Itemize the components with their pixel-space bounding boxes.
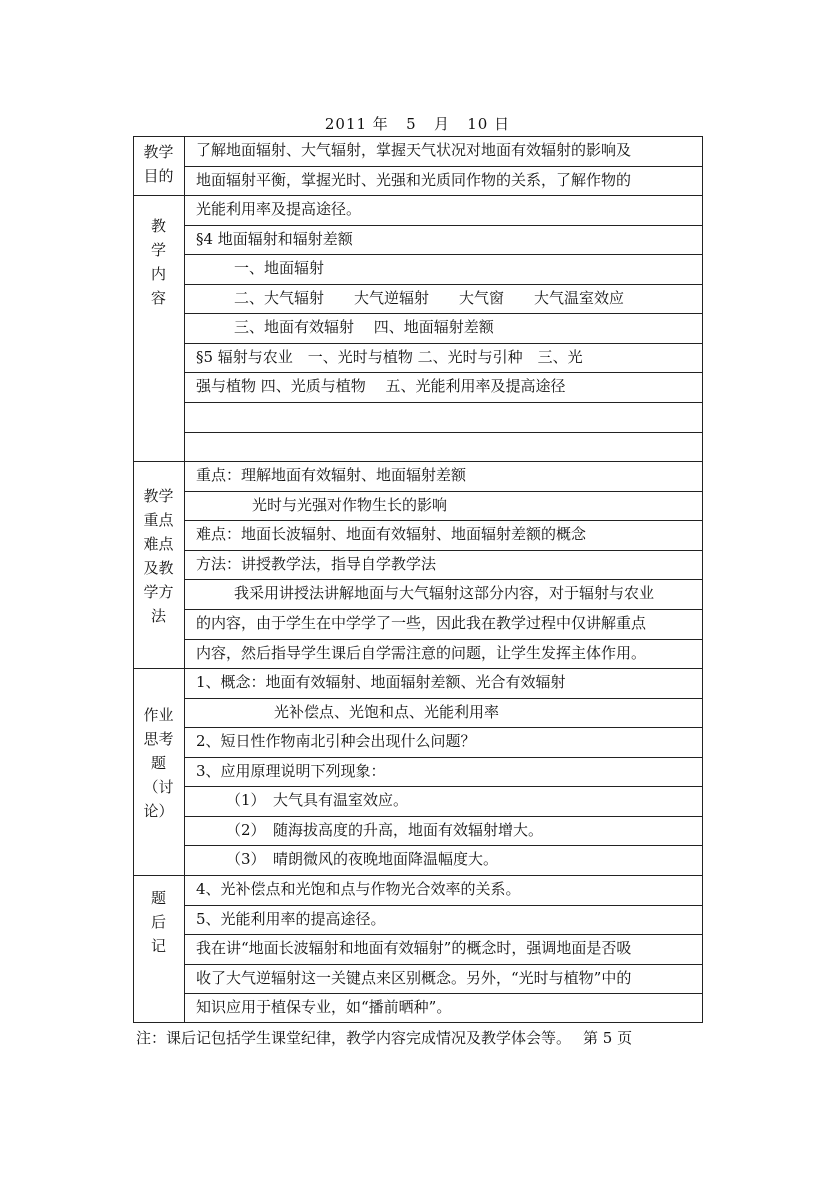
content-row [186,432,700,461]
section-label-line: 容 [150,289,166,307]
section-label [133,484,184,628]
section-label [133,214,184,310]
section-label-line: 内 [150,265,166,283]
content-row: 我采用讲授法讲解地面与大气辐射这部分内容，对于辐射与农业 [234,584,655,602]
content-row: 4、光补偿点和光饱和点与作物光合效率的关系。 [196,880,521,898]
footer-note [136,1027,632,1048]
section-label-line: 法 [150,607,166,625]
content-row: 光补偿点、光饱和点、光能利用率 [274,703,500,721]
section-label-line: 后 [150,913,166,931]
section-label-line: 教学 [143,487,174,505]
section-label-line: 教学 [143,143,174,161]
row-divider [184,225,703,226]
row-divider [184,845,703,846]
content-row: 三、地面有效辐射 四、地面辐射差额 [234,318,494,336]
content-row: 光时与光强对作物生长的影响 [252,496,448,514]
section-label-line: 作业 [143,706,174,724]
footer-note-text: 注：课后记包括学生课堂纪律，教学内容完成情况及教学体会等。 [136,1029,572,1047]
row-divider [184,313,703,314]
row-divider [184,993,703,994]
content-row: 知识应用于植保专业，如“播前晒种”。 [196,998,452,1016]
row-divider [184,343,703,344]
section-label-line: 题 [150,754,166,772]
row-divider [184,550,703,551]
content-row: 3、应用原理说明下列现象： [196,762,386,780]
content-row: 了解地面辐射、大气辐射，掌握天气状况对地面有效辐射的影响及 [196,141,632,159]
content-row: 1、概念：地面有效辐射、地面辐射差额、光合有效辐射 [196,673,566,691]
content-row: 2、短日性作物南北引种会出现什么问题？ [196,732,476,750]
content-row: 地面辐射平衡，掌握光时、光强和光质同作物的关系，了解作物的 [196,171,632,189]
section-label-line: 学方 [143,583,174,601]
content-row: 收了大气逆辐射这一关键点来区别概念。另外，“光时与植物”中的 [196,969,632,987]
row-divider [184,372,703,373]
row-divider [184,402,703,403]
row-divider [184,166,703,167]
content-row: 光能利用率及提高途径。 [196,200,362,218]
content-row: 5、光能利用率的提高途径。 [196,910,386,928]
content-row [186,402,700,431]
section-label-line: 及教 [143,559,174,577]
row-divider [184,964,703,965]
row-divider [184,639,703,640]
content-row: 的内容，由于学生在中学学了一些，因此我在教学过程中仅讲解重点 [196,614,647,632]
row-divider [184,609,703,610]
section-label-line: 重点 [143,511,174,529]
section-label-line: 论） [143,802,174,820]
content-row: 重点：理解地面有效辐射、地面辐射差额 [196,466,467,484]
content-row: 方法：讲授教学法，指导自学教学法 [196,555,437,573]
row-divider [184,579,703,580]
row-divider [184,284,703,285]
section-label [133,140,184,188]
content-row: §4 地面辐射和辐射差额 [196,230,353,248]
table-bottom-border [133,1022,703,1023]
page-number: 第 5 页 [583,1029,633,1047]
section-label-line: 记 [150,937,166,955]
content-row: §5 辐射与农业 一、光时与植物 二、光时与引种 三、光 [196,348,583,366]
section-label [133,886,184,958]
row-divider [184,905,703,906]
section-label [133,703,184,823]
content-row: （2） 随海拔高度的升高，地面有效辐射增大。 [226,821,544,839]
content-row: 一、地面辐射 [234,259,325,277]
row-divider [184,757,703,758]
content-row: 二、大气辐射 大气逆辐射 大气窗 大气温室效应 [234,289,625,307]
section-label-line: 题 [150,889,166,907]
content-row: 我在讲“地面长波辐射和地面有效辐射”的概念时，强调地面是否吸 [196,939,632,957]
row-divider [184,727,703,728]
row-divider [184,491,703,492]
row-divider [184,698,703,699]
section-label-line: 难点 [143,535,174,553]
lesson-plan-table [133,136,703,1023]
row-divider [184,816,703,817]
content-row: 难点：地面长波辐射、地面有效辐射、地面辐射差额的概念 [196,525,587,543]
section-label-line: 思考 [143,730,174,748]
section-label-line: 教 [150,217,166,235]
content-row: （1） 大气具有温室效应。 [226,791,409,809]
row-divider [184,432,703,433]
section-label-line: 学 [150,241,166,259]
section-label-line: （讨 [143,778,174,796]
row-divider [184,934,703,935]
section-label-line: 目的 [143,167,174,185]
content-row: 强与植物 四、光质与植物 五、光能利用率及提高途径 [196,377,566,395]
content-row: 内容，然后指导学生课后自学需注意的问题，让学生发挥主体作用。 [196,644,647,662]
row-divider [184,520,703,521]
document-date: 2011 年 5 月 10 日 [324,115,511,133]
row-divider [184,786,703,787]
row-divider [184,254,703,255]
content-row: （3） 晴朗微风的夜晚地面降温幅度大。 [226,850,499,868]
